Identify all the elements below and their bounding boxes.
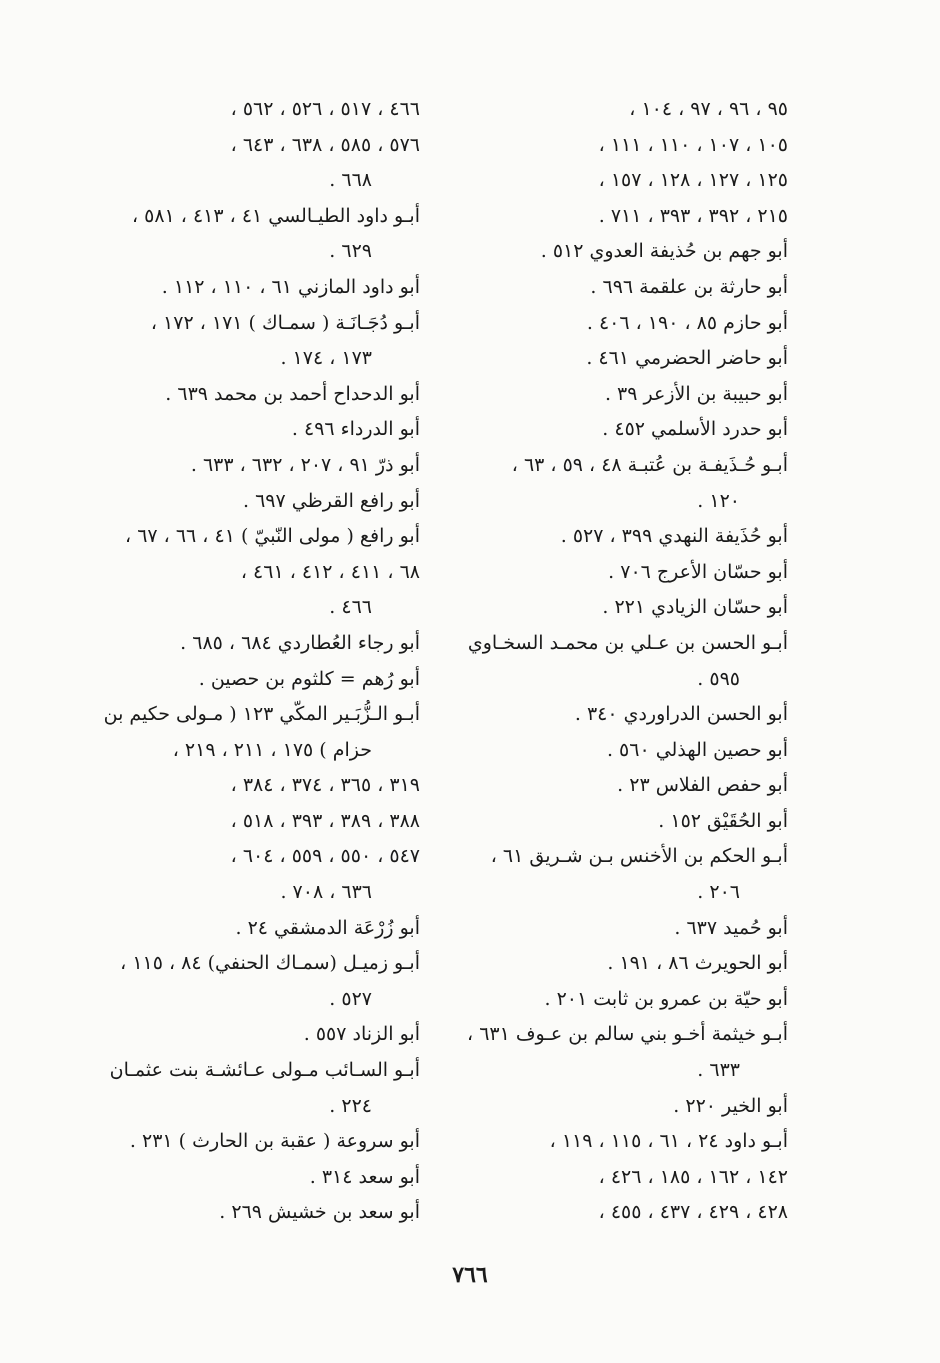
index-entry-line: أبـو زميـل (سمـاك الحنفي) ٨٤ ، ١١٥ ، (120, 952, 420, 975)
index-entry-line: ٥٩٥ . (697, 667, 740, 690)
index-entry-line: أبـو دُجَـانَـة ( سمـاك ) ١٧١ ، ١٧٢ ، (150, 311, 420, 334)
index-entry-line: أبو حسّان الأعرج ٧٠٦ . (608, 560, 788, 583)
index-entry-line: أبو ذرّ ٩١ ، ٢٠٧ ، ٦٣٢ ، ٦٣٣ . (190, 453, 420, 476)
index-entry-line: ١٧٣ ، ١٧٤ . (280, 347, 372, 370)
index-entry-line: ٤٦٦ . (329, 596, 372, 619)
index-entry-line: أبو الخير ٢٢٠ . (673, 1094, 788, 1117)
index-entry-line: أبو حُذَيفة النهدي ٣٩٩ ، ٥٢٧ . (560, 525, 788, 548)
index-entry-line: ٦٨ ، ٤١١ ، ٤١٢ ، ٤٦١ ، (240, 560, 420, 583)
index-entry-line: أبو حصين الهذلي ٥٦٠ . (606, 738, 788, 761)
index-entry-line: أبو حاضر الحضرمي ٤٦١ . (586, 347, 788, 370)
index-entry-line: أبو زُرْعَة الدمشقي ٢٤ . (235, 916, 420, 939)
index-entry-line: ١٠٥ ، ١٠٧ ، ١١٠ ، ١١١ ، (598, 133, 788, 156)
index-entry-line: أبو حازم ٨٥ ، ١٩٠ ، ٤٠٦ . (586, 311, 788, 334)
index-entry-line: ٦٣٦ ، ٧٠٨ . (280, 881, 372, 904)
page-number: ٧٦٦ (452, 1262, 488, 1288)
index-entry-line: ٥٤٧ ، ٥٥٠ ، ٥٥٩ ، ٦٠٤ ، (230, 845, 420, 868)
index-entry-line: ٦٦٨ . (329, 169, 372, 192)
index-entry-line: أبو حفص الفلاس ٢٣ . (617, 774, 788, 797)
index-entry-line: أبو الحُقَيْق ١٥٢ . (658, 809, 788, 832)
index-entry-line: أبـو الحسن بن عـلي بن محمـد السخـاوي (467, 631, 788, 654)
index-entry-line: أبـو الـزُّبَـير المكّي ١٢٣ ( مـولى حكيم بن (103, 703, 420, 726)
index-entry-line: أبو حارثة بن علقمة ٦٩٦ . (590, 275, 788, 298)
index-entry-line: ٦٢٩ . (329, 240, 372, 263)
index-entry-line: أبو الحويرث ٨٦ ، ١٩١ . (607, 952, 788, 975)
index-entry-line: ٢١٥ ، ٣٩٢ ، ٣٩٣ ، ٧١١ . (598, 204, 788, 227)
index-entry-line: ١٢٥ ، ١٢٧ ، ١٢٨ ، ١٥٧ ، (598, 169, 788, 192)
index-entry-line: أبو رافع القرظي ٦٩٧ . (243, 489, 420, 512)
index-entry-line: أبو رجاء العُطاردي ٦٨٤ ، ٦٨٥ . (180, 631, 420, 654)
index-entry-line: أبو رُهم = كلثوم بن حصين . (198, 667, 420, 690)
index-entry-line: ٦٣٣ . (697, 1059, 740, 1082)
index-entry-line: ٥٧٦ ، ٥٨٥ ، ٦٣٨ ، ٦٤٣ ، (230, 133, 420, 156)
index-column-left (84, 92, 420, 1231)
index-entry-line: أبـو داود الطيـالسي ٤١ ، ٤١٣ ، ٥٨١ ، (131, 204, 420, 227)
index-entry-line: أبو داود المازني ٦١ ، ١١٠ ، ١١٢ . (161, 275, 420, 298)
index-entry-line: ٤٦٦ ، ٥١٧ ، ٥٢٦ ، ٥٦٢ ، (230, 98, 420, 120)
index-entry-line: أبو سروعة ( عقبة بن الحارث ) ٢٣١ . (129, 1130, 420, 1153)
index-entry-line: أبو الدرداء ٤٩٦ . (291, 418, 420, 441)
index-entry-line: أبو الزناد ٥٥٧ . (303, 1023, 420, 1046)
index-entry-line: ٥٢٧ . (329, 987, 372, 1010)
index-entry-line: أبو حيّة بن عمرو بن ثابت ٢٠١ . (544, 987, 788, 1010)
index-entry-line: أبو رافع ( مولى النّبيّ ) ٤١ ، ٦٦ ، ٦٧ ، (125, 525, 420, 548)
index-entry-line: أبو سعد بن خشيش ٢٦٩ . (219, 1201, 420, 1224)
index-entry-line: ٢٢٤ . (329, 1094, 372, 1117)
index-entry-line: أبو جهم بن حُذيفة العدوي ٥١٢ . (540, 240, 788, 263)
index-entry-line: أبـو داود ٢٤ ، ٦١ ، ١١٥ ، ١١٩ ، (549, 1130, 788, 1153)
index-entry-line: ٣٨٨ ، ٣٨٩ ، ٣٩٣ ، ٥١٨ ، (230, 809, 420, 832)
index-entry-line: أبـو السـائب مـولى عـائشـة بنت عثمـان (109, 1059, 420, 1082)
index-column-right (462, 92, 788, 1231)
index-entry-line: ٣١٩ ، ٣٦٥ ، ٣٧٤ ، ٣٨٤ ، (230, 774, 420, 797)
index-entry-line: ٩٥ ، ٩٦ ، ٩٧ ، ١٠٤ ، (629, 98, 788, 120)
index-entry-line: أبو سعد ٣١٤ . (309, 1165, 420, 1188)
index-entry-line: أبـو حُـذَيفـة بن عُتبـة ٤٨ ، ٥٩ ، ٦٣ ، (511, 453, 788, 476)
index-entry-line: ١٤٢ ، ١٦٢ ، ١٨٥ ، ٤٢٦ ، (598, 1165, 788, 1188)
index-entry-line: ٤٢٨ ، ٤٢٩ ، ٤٣٧ ، ٤٥٥ ، (598, 1201, 788, 1224)
index-entry-line: أبو حدرد الأسلمي ٤٥٢ . (602, 418, 788, 441)
index-entry-line: أبو الدحداح أحمد بن محمد ٦٣٩ . (165, 382, 420, 405)
index-entry-line: أبو الحسن الدراوردي ٣٤٠ . (574, 703, 788, 726)
index-entry-line: أبو حُميد ٦٣٧ . (674, 916, 788, 939)
index-entry-line: حزام ) ١٧٥ ، ٢١١ ، ٢١٩ ، (172, 738, 372, 761)
index-entry-line: أبـو الحكم بن الأخنس بـن شـريق ٦١ ، (490, 845, 788, 868)
index-entry-line: أبـو خيثمة أخـو بني سالم بن عـوف ٦٣١ ، (467, 1023, 788, 1046)
index-entry-line: ٢٠٦ . (697, 881, 740, 904)
index-entry-line: أبو حبيبة بن الأزعر ٣٩ . (604, 382, 788, 405)
index-entry-line: أبو حسّان الزيادي ٢٢١ . (602, 596, 788, 619)
index-entry-line: ١٢٠ . (697, 489, 740, 512)
